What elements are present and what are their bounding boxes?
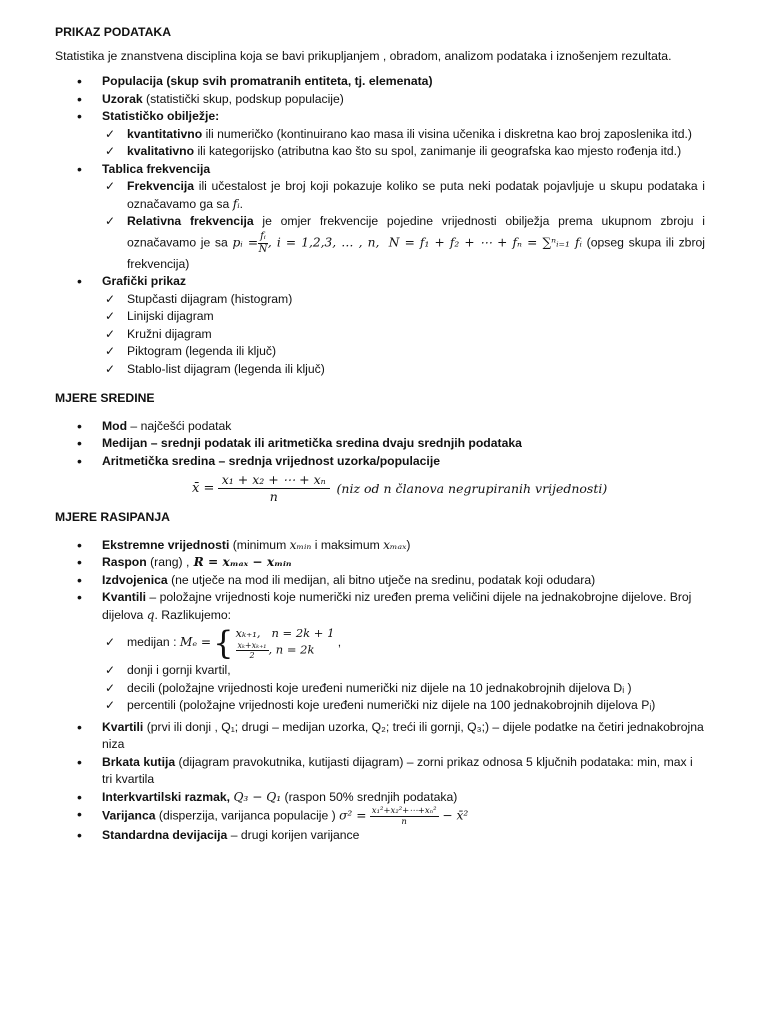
list-item: • Kvantili – položajne vrijednosti koje numerički niz uređen prema veličini dijele na jednakobrojne dijelove. Broj dijelova q. Razlikujemo: ✓ medijan : Mₑ = { xₖ₊₁, n = 2k + 1 $\frac{\text{xₖ+xₖ₊₁}}{2}$ , n = 2k , ✓ donji i gornji kvartil, ✓ decili (položajne vrijednosti koje uređeni numerički niz dijele na 10 jednakobrojnih dijelova Dᵢ ) ✓ percentili (položajne vrijednosti koje uređeni numerički niz dijele na 100 jednakobrojnih dijelova Pᵢ) [55,589,705,715]
list-item: • Raspon (rang) , R = xₘₐₓ − xₘᵢₙ [55,554,705,572]
checkmark-icon: ✓ [105,680,116,695]
list-item: ✓ medijan : Mₑ = { xₖ₊₁, n = 2k + 1 $\frac{\text{xₖ+xₖ₊₁}}{2}$ , n = 2k , [105,624,342,662]
list-item: ✓ Stupčasti dijagram (histogram) [102,291,705,309]
list-item: • Ekstremne vrijednosti (minimum xₘᵢₙ i maksimum xₘₐₓ) [55,537,705,555]
list-item: • Interkvartilski razmak, Q₃ − Q₁ (raspon 50% srednjih podataka) [55,789,705,807]
list-item: • Varijanca (disperzija, varijanca populacije ) σ² = $\frac{\text{x₁²+x₂²+⋯+xₙ²}}{n}$ − x̄² [55,806,705,827]
list-item: • Izdvojenica (ne utječe na mod ili medijan, ali bitno utječe na sredinu, podatak koji odudara) [55,572,705,590]
checkmark-icon: ✓ [105,698,116,712]
sublist-tablica [102,178,705,273]
list-item: ✓ Frekvencija ili učestalost je broj koji pokazuje koliko se puta neki podatak pojavljuje u skupu podataka i označavamo ga sa fᵢ. [105,179,705,211]
checkmark-icon: ✓ [105,663,116,677]
list-item: • Grafički prikaz ✓ Stupčasti dijagram (histogram) ✓ Linijski dijagram ✓ Kružni dijagram ✓ Piktogram (legenda ili ključ) ✓ Stablo-list dijagram (legenda ili ključ) [55,273,705,378]
list-item: ✓ Linijski dijagram [102,308,705,326]
checkmark-icon: ✓ [105,309,116,323]
list-item: ✓ kvantitativno ili numeričko (kontinuirano kao masa ili visina učenika i diskretna kao broj zaposlenika itd.) [102,126,705,144]
list-item: ✓ Kružni dijagram [102,326,705,344]
list-item: • Kvartili (prvi ili donji , Q₁; drugi – medijan uzorka, Q₂; treći ili gornji, Q₃;) – dijele podatke na četiri jednakobrojna niza [55,719,705,754]
checkmark-icon: ✓ [105,361,116,376]
list-item: • Uzorak (statistički skup, podskup populacije) [55,91,705,109]
list-item: • Populacija (skup svih promatranih entiteta, tj. elemenata) [55,73,705,91]
checkmark-icon: ✓ [105,635,116,649]
checkmark-icon: ✓ [105,179,116,193]
list-item: ✓ kvalitativno ili kategorijsko (atributna kao što su spol, zanimanje ili geografska kao mjesto rođenja itd.) [102,143,705,161]
intro-paragraph: Statistika je znanstvena disciplina koja se bavi prikupljanjem , obradom, analizom podataka i iznošenjem rezultata. [55,48,672,63]
list-item: ✓ donji i gornji kvartil, [102,662,705,680]
cases-brace: { xₖ₊₁, n = 2k + 1 $\frac{\text{xₖ+xₖ₊₁}}{2}$ , n = 2k [213,624,335,662]
fraction: $\frac{\text{xₖ+xₖ₊₁}}{2}$ [237,641,267,660]
list-item: ✓ Relativna frekvencija je omjer frekvencije pojedine vrijednosti obilježja prema ukupnom zbroju i označavamo je sa pᵢ = $\frac{\text{fᵢ}}{N}$ , i = 1,2,3, … , n, N = f₁ + f₂ + ⋯ + fₙ = ∑ⁿᵢ₌₁ fᵢ (opseg skupa ili zbroj frekvencija) [105,214,705,271]
fraction: $\frac{\text{fᵢ}}{N}$ [258,230,268,255]
list-item: • Statističko obilježje: ✓ kvantitativno ili numeričko (kontinuirano kao masa ili visina učenika i diskretna kao broj zaposlenika itd.) ✓ kvalitativno ili kategorijsko (atributna kao što su spol, zanimanje ili geografska kao mjesto rođenja itd.) [55,108,705,161]
sublist-graf [102,291,705,379]
checkmark-icon: ✓ [105,291,116,306]
list-item: • Tablica frekvencija ✓ Frekvencija ili učestalost je broj koji pokazuje koliko se puta neki podatak pojavljuje u skupu podataka i označavamo ga sa fᵢ. ✓ Relativna frekvencija je omjer frekvencije pojedine vrijednosti obilježja prema ukupnom zbroju i označavamo je sa pᵢ = $\frac{\text{fᵢ}}{N}$ , i = 1,2,3, … , n, N = f₁ + f₂ + ⋯ + fₙ = ∑ⁿᵢ₌₁ fᵢ (opseg skupa ili zbroj frekvencija) [55,161,705,274]
list-prikaz [55,73,705,378]
section-title-rasipanja: MJERE RASIPANJA [55,510,170,524]
sublist-obiljezje [102,126,705,161]
list-item: ✓ percentili (položajne vrijednosti koje uređeni numerički niz dijele na 100 jednakobrojnih dijelova Pᵢ) [102,697,705,715]
list-item: • Mod – najčešći podatak [55,418,705,436]
list-item: • Brkata kutija (dijagram pravokutnika, kutijasti dijagram) – zorni prikaz odnosa 5 ključnih podataka: min, max i tri kvartila [55,754,705,789]
fraction: $\frac{\text{x₁²+x₂²+⋯+xₙ²}}{n}$ [371,806,437,827]
list-item: ✓ decili (položajne vrijednosti koje uređeni numerički niz dijele na 10 jednakobrojnih dijelova Dᵢ ) [102,680,705,698]
list-item: • Medijan – srednji podatak ili aritmetička sredina dvaju srednjih podataka [55,435,705,453]
checkmark-icon: ✓ [105,144,116,158]
checkmark-icon: ✓ [105,126,116,141]
list-sredine [55,418,705,471]
checkmark-icon: ✓ [105,214,116,228]
list-item: ✓ Piktogram (legenda ili ključ) [102,343,705,361]
section-title-sredine: MJERE SREDINE [55,391,155,405]
section-title-prikaz: PRIKAZ PODATAKA [55,25,171,39]
list-item: • Standardna devijacija – drugi korijen varijance [55,827,705,845]
fraction: $\frac{\text{x₁ + x₂ + ⋯ + xₙ}}{n}$ [218,472,330,505]
list-rasipanja [55,537,705,845]
checkmark-icon: ✓ [105,326,116,341]
list-item: ✓ Stablo-list dijagram (legenda ili ključ) [102,361,705,379]
document-page [55,24,705,845]
checkmark-icon: ✓ [105,344,116,358]
formula-arithmetic-mean: x̄ = $\frac{\text{x₁ + x₂ + ⋯ + xₙ}}{n}$ (niz od n članova negrupiranih vrijednosti) [192,472,608,504]
sublist-kvantili [102,624,705,715]
list-item: • Aritmetička sredina – srednja vrijednost uzorka/populacije [55,453,705,471]
